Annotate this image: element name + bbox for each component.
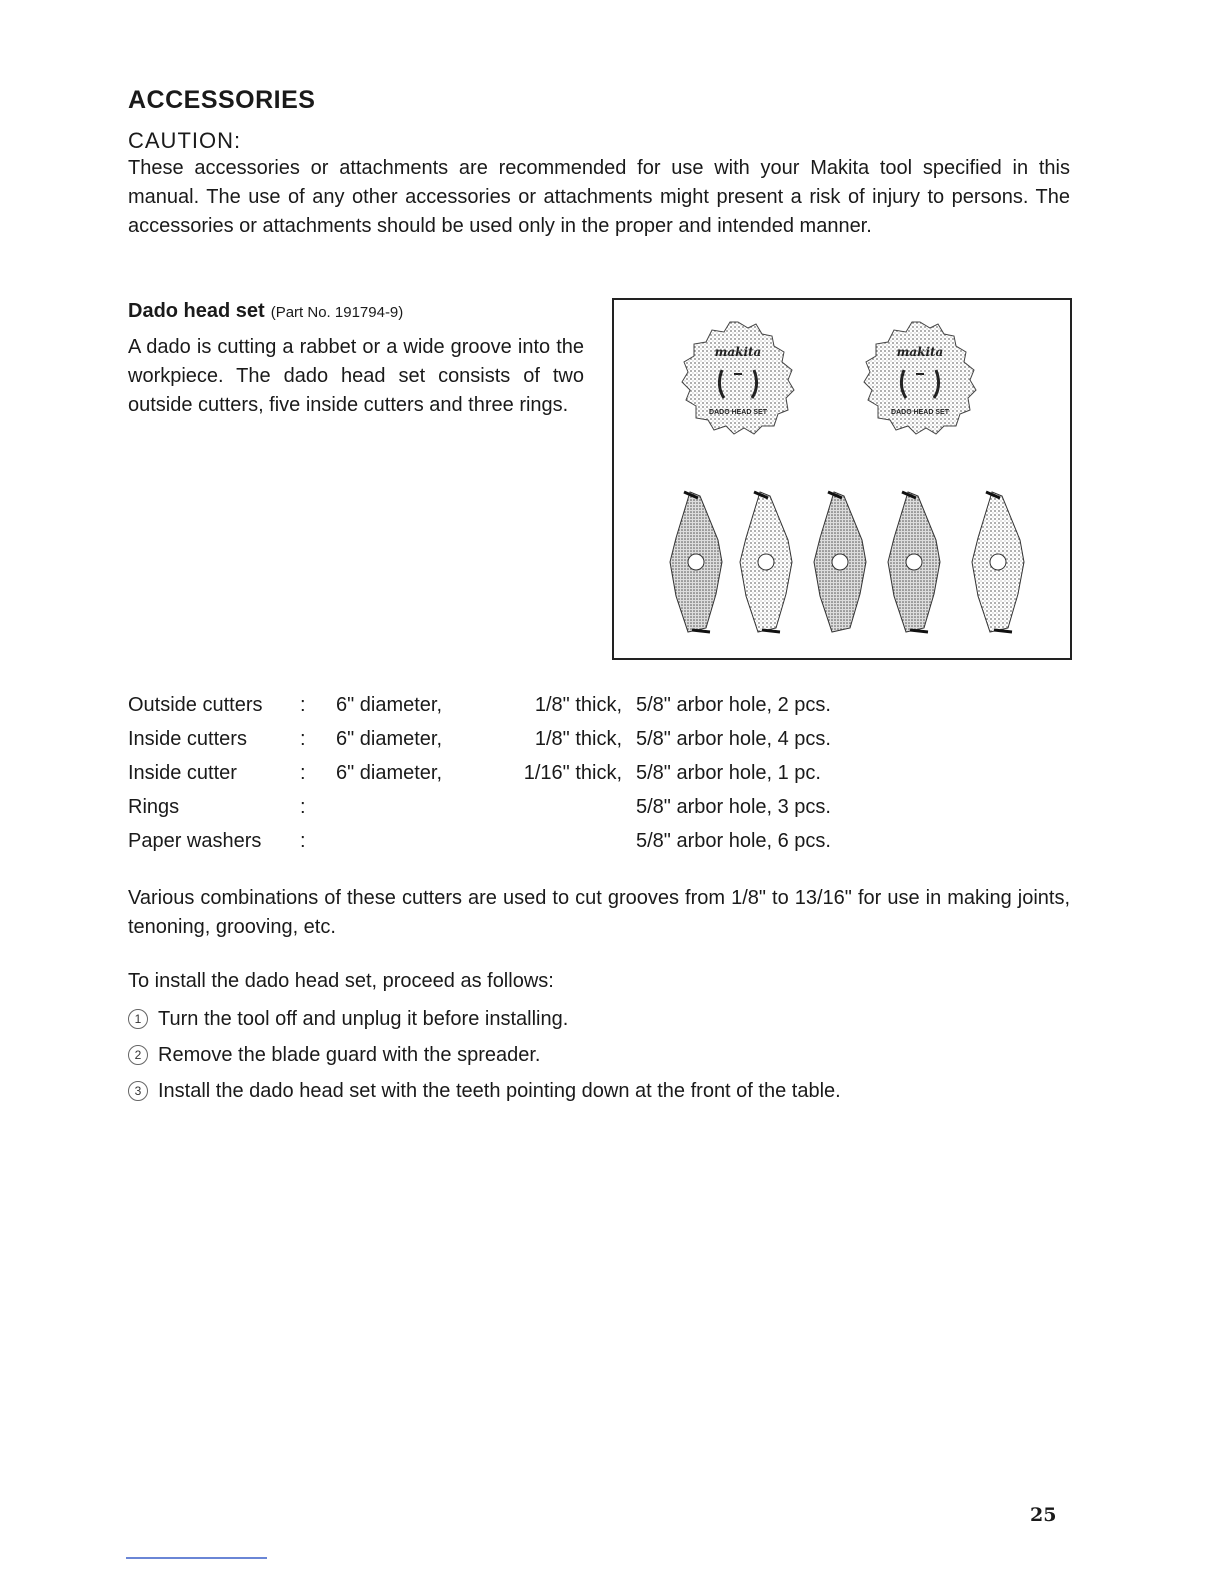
step-number: 3 [128, 1081, 148, 1101]
step-text: Install the dado head set with the teeth pointing down at the front of the table. [158, 1079, 841, 1102]
inside-cutter-5 [972, 492, 1024, 632]
spec-thickness: 1/16" thick, [523, 761, 622, 784]
install-step [128, 1001, 841, 1037]
spec-arbor: 5/8" arbor hole, 4 pcs. [636, 727, 831, 750]
spec-arbor: 5/8" arbor hole, 6 pcs. [636, 829, 831, 852]
footer-rule [126, 1557, 267, 1559]
combinations-text: Various combinations of these cutters are used to cut grooves from 1/8" to 13/16" for use in making joints, tenoning, grooving, etc. [128, 887, 1070, 938]
cutter-label-left: DADO HEAD SET [709, 409, 767, 416]
step-text: Turn the tool off and unplug it before installing. [158, 1007, 569, 1030]
page-heading: ACCESSORIES [128, 86, 316, 114]
step-text: Remove the blade guard with the spreader. [158, 1043, 541, 1066]
page-number: 25 [1030, 1504, 1057, 1526]
outside-cutter-left [682, 322, 794, 434]
specs-table [128, 688, 831, 858]
dado-set-photo [612, 298, 1072, 660]
spec-diameter: 6" diameter, [336, 761, 443, 784]
install-step [128, 1037, 841, 1073]
spec-thickness: 1/8" thick, [534, 727, 622, 750]
step-number: 2 [128, 1045, 148, 1065]
inside-cutter-2 [740, 492, 792, 632]
install-steps [128, 1001, 841, 1109]
spec-diameter: 6" diameter, [336, 693, 443, 716]
inside-cutter-3 [814, 492, 866, 632]
spec-separator: : [300, 693, 306, 716]
spec-separator: : [300, 727, 306, 750]
spec-row [128, 688, 831, 722]
spec-row [128, 790, 831, 824]
spec-name: Outside cutters [128, 693, 263, 716]
spec-name: Inside cutter [128, 761, 237, 784]
cutter-label-right: DADO HEAD SET [891, 409, 949, 416]
spec-arbor: 5/8" arbor hole, 1 pc. [636, 761, 821, 784]
spec-row [128, 722, 831, 756]
caution-title: CAUTION: [128, 128, 242, 153]
spec-thickness: 1/8" thick, [534, 693, 622, 716]
spec-row [128, 824, 831, 858]
spec-name: Inside cutters [128, 727, 247, 750]
inside-cutter-1 [670, 492, 722, 632]
dado-set-illustration [614, 300, 1070, 658]
spec-arbor: 5/8" arbor hole, 2 pcs. [636, 693, 831, 716]
spec-diameter [336, 790, 456, 824]
outside-cutter-right [864, 322, 976, 434]
spec-separator: : [300, 795, 306, 818]
spec-name: Rings [128, 795, 180, 818]
spec-row [128, 756, 831, 790]
dado-title: Dado head set [128, 300, 265, 322]
spec-thickness [456, 790, 636, 824]
spec-separator: : [300, 761, 306, 784]
spec-arbor: 5/8" arbor hole, 3 pcs. [636, 795, 831, 818]
caution-text: These accessories or attachments are recommended for use with your Makita tool specified in this manual. The use of any other accessories or attachments might present a risk of injury to persons. The accessories or attachments should be used only in the proper and intended manner. [128, 157, 1070, 237]
spec-diameter: 6" diameter, [336, 727, 443, 750]
step-number: 1 [128, 1009, 148, 1029]
dado-part-number: (Part No. 191794-9) [270, 304, 404, 321]
inside-cutter-4 [888, 492, 940, 632]
install-intro: To install the dado head set, proceed as follows: [128, 970, 554, 992]
spec-diameter [336, 824, 456, 858]
spec-name: Paper washers [128, 829, 262, 852]
cutter-brand-right: makita [896, 345, 944, 359]
dado-description: A dado is cutting a rabbet or a wide groove into the workpiece. The dado head set consists of two outside cutters, five inside cutters and three rings. [128, 336, 584, 416]
install-step [128, 1073, 841, 1109]
spec-separator: : [300, 829, 306, 852]
dado-subheading [128, 300, 403, 323]
spec-thickness [456, 824, 636, 858]
cutter-brand-left: makita [714, 345, 762, 359]
